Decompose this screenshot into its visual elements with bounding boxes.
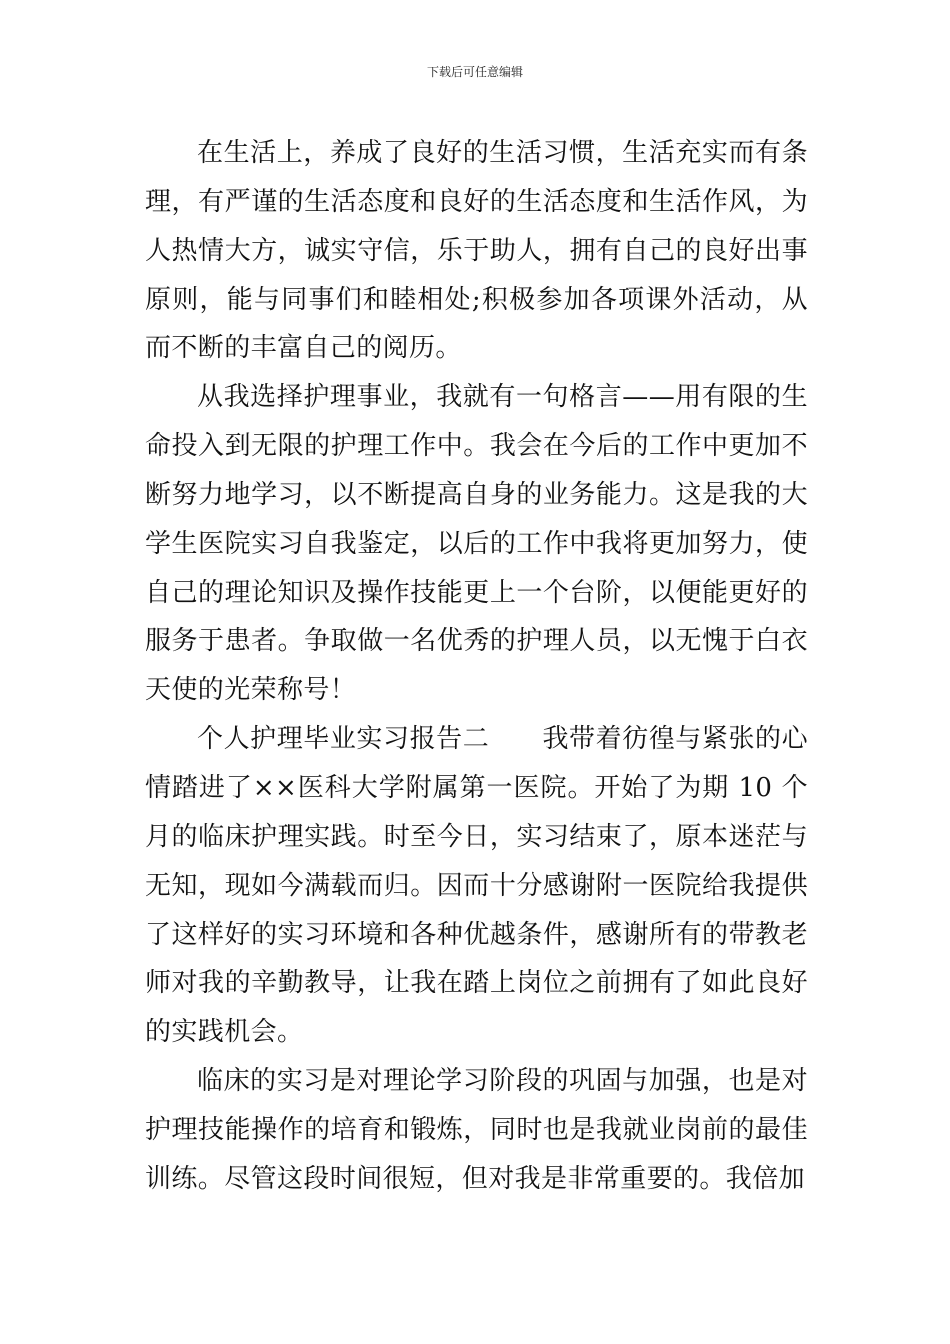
page-header: 下载后可任意编辑 bbox=[426, 65, 523, 79]
paragraph-nursing-motto: 从我选择护理事业，我就有一句格言——用有限的生命投入到无限的护理工作中。我会在今后的工作中更加不断努力地学习，以不断提高自身的业务能力。这是我的大学生医院实习自我鉴定，以后的工作中我将更加努力，使自己的理论知识及操作技能更上一个台阶，以便能更好的服务于患者。争取做一名优秀的护理人员，以无愧于白衣天使的光荣称号！ bbox=[145, 382, 808, 706]
document-body bbox=[145, 129, 808, 1204]
paragraph-life-habits: 在生活上，养成了良好的生活习惯，生活充实而有条理，有严谨的生活态度和良好的生活态度和生活作风，为人热情大方，诚实守信，乐于助人，拥有自己的良好出事原则，能与同事们和睦相处;积极参加各项课外活动，从而不断的丰富自己的阅历。 bbox=[145, 138, 808, 364]
paragraph-clinical-practice: 临床的实习是对理论学习阶段的巩固与加强，也是对护理技能操作的培育和锻炼，同时也是我就业岗前的最佳训练。尽管这段时间很短，但对我是非常重要的。我倍加 bbox=[145, 1066, 808, 1194]
paragraph-internship-report-two: 个人护理毕业实习报告二 我带着彷徨与紧张的心情踏进了××医科大学附属第一医院。开始了为期 10 个月的临床护理实践。时至今日，实习结束了，原本迷茫与无知，现如今满载而归。因而十分感谢附一医院给我提供了这样好的实习环境和各种优越条件，感谢所有的带教老师对我的辛勤教导，让我在踏上岗位之前拥有了如此良好的实践机会。 bbox=[145, 724, 808, 1048]
